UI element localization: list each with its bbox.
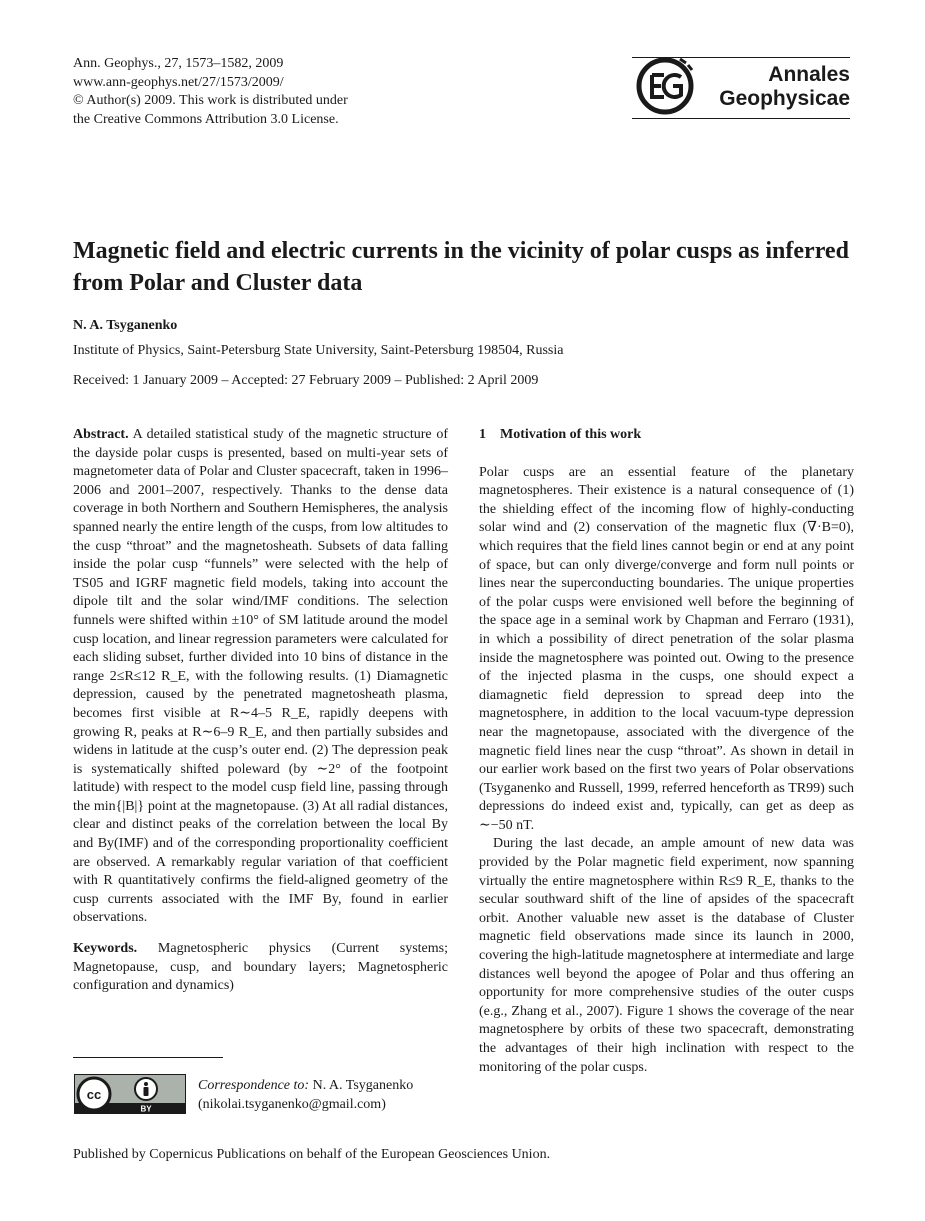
keywords [73, 940, 448, 996]
publisher-footer: Published by Copernicus Publications on behalf of the European Geosciences Union. [73, 1147, 551, 1162]
correspondence [198, 1077, 413, 1114]
journal-url[interactable]: www.ann-geophys.net/27/1573/2009/ [73, 74, 284, 90]
logo-wordmark [719, 63, 850, 111]
section-title: Motivation of this work [500, 427, 642, 442]
footnote-rule [73, 1057, 223, 1058]
author-name: N. A. Tsyganenko [73, 318, 178, 333]
abstract-label: Abstract. [73, 427, 129, 442]
publication-dates: Received: 1 January 2009 – Accepted: 27 February 2009 – Published: 2 April 2009 [73, 373, 539, 388]
right-column [479, 426, 854, 1077]
creative-commons-by-badge[interactable] [74, 1074, 186, 1114]
left-column [73, 426, 448, 996]
cc-icon [78, 1078, 110, 1110]
section-paragraph-1: Polar cusps are an essential feature of the planetary magnetospheres. Their existence is a natural consequence of (1) the shielding effect of the incoming flow of highly-conducting solar wind and (2) conservation of the magnetic flux (∇·B=0), which requires that the field lines cannot begin or end at any point of space, but can only diverge/converge and form null points or lines near the superconducting boundaries. The unique properties of the polar cusps were envisioned well before the beginning of the space age in a seminal work by Chapman and Ferraro (1931), in which a possibility of direct penetration of the solar plasma inside the magnetosphere was pointed out. Owing to the presence of the injected plasma in the cusps, one should expect a diamagnetic field depression to spread deep into the magnetosphere, in addition to the local vacuum-type depression near the magnetopause, associated with the divergence of the magnetic field lines near the cusp “throat”. As shown in detail in our earlier work based on the first two years of Polar observations (Tsyganenko and Russell, 1999, referred henceforth as TR99) such depressions do indeed exist and, typically, can get as deep as ∼−50 nT. [479, 464, 854, 833]
copyright-line: © Author(s) 2009. This work is distributed under [73, 93, 348, 108]
logo-line-geophysicae: Geophysicae [719, 87, 850, 110]
annales-geophysicae-emblem-icon [634, 55, 696, 117]
license-line: the Creative Commons Attribution 3.0 License. [73, 111, 339, 127]
section-paragraph-2: During the last decade, an ample amount of new data was provided by the Polar magnetic field experiment, now spanning virtually the entire magnetosphere within R≤9 R_E, thanks to the secular southward shift of the line of apsides of the spacecraft orbit. Another valuable new asset is the database of Cluster magnetic field observations made since its launch in 2000, covering the high-latitude magnetosphere at intermediate and large distances well beyond the apogee of Polar and thus offering an opportunity for more comprehensive studies of the outer cusps (e.g., Zhang et al., 2007). Figure 1 shows the coverage of the near magnetosphere by orbits of these two spacecraft, demonstrating the advantages of their high inclination with respect to the monitoring of the polar cusps. [479, 836, 854, 1075]
logo-line-annales: Annales [768, 63, 850, 86]
abstract-text: A detailed statistical study of the magnetic structure of the dayside polar cusps is presented, based on multi-year sets of magnetometer data of Polar and Cluster spacecraft, taken in 1996–2006 and 2001–2007, respectively. Thanks to the dense data coverage in both Northern and Southern Hemispheres, the analysis spanned nearly the entire length of the cusps, from low altitudes to the cusp “throat” and the magnetosheath. Subsets of data falling inside the polar cusp “funnels” were selected with the help of TS05 and IGRF magnetic field models, taking into account the dipole tilt and the solar wind/IMF conditions. The selection funnels were shifted within ±10° of SM latitude around the model cusp location, and linear regression parameters were calculated for each sliding subset, further divided into 10 bins of distance in the range 2≤R≤12 R_E, with the following results. (1) Diamagnetic depression, caused by the penetrated magnetosheath plasma, becomes first visible at R∼4–5 R_E, rapidly deepens with growing R, peaks at R∼6–9 R_E, and then partially subsides and widens in latitude at the cusp’s outer end. (2) The depression peak is systematically shifted poleward (by ∼2° of the footpoint latitude) with respect to the model cusp field line, passing through the min{|B|} point at the magnetopause. (3) At all radial distances, clear and distinct peaks of the correlation between the local By and By(IMF) and of the corresponding proportionality coefficient are observed. A remarkably regular variation of that coefficient with R quantitatively confirms the field-aligned geometry of the cusp currents associated with the IMF By, found in earlier observations. [73, 427, 448, 926]
correspondence-name: N. A. Tsyganenko [312, 1078, 414, 1093]
svg-text:cc: cc [86, 1087, 102, 1102]
correspondence-email[interactable]: (nikolai.tsyganenko@gmail.com) [198, 1096, 386, 1112]
logo-rule-bottom [632, 118, 850, 119]
citation-line: Ann. Geophys., 27, 1573–1582, 2009 [73, 56, 284, 71]
section-number: 1 [479, 427, 486, 442]
section-heading [479, 426, 854, 445]
journal-header [73, 55, 348, 129]
cc-by-label: BY [140, 1104, 152, 1114]
keywords-text: Magnetospheric physics (Current systems; Magnetopause, cusp, and boundary layers; Magnetospheric configuration and dynamics) [73, 941, 448, 994]
journal-logo [632, 52, 852, 122]
article-title: Magnetic field and electric currents in the vicinity of polar cusps as inferred from Polar and Cluster data [73, 238, 849, 296]
attribution-person-icon [135, 1078, 157, 1100]
keywords-label: Keywords. [73, 941, 138, 957]
abstract [73, 426, 448, 928]
correspondence-label: Correspondence to: [198, 1078, 310, 1093]
author-affiliation: Institute of Physics, Saint-Petersburg State University, Saint-Petersburg 198504, Russia [73, 343, 564, 358]
